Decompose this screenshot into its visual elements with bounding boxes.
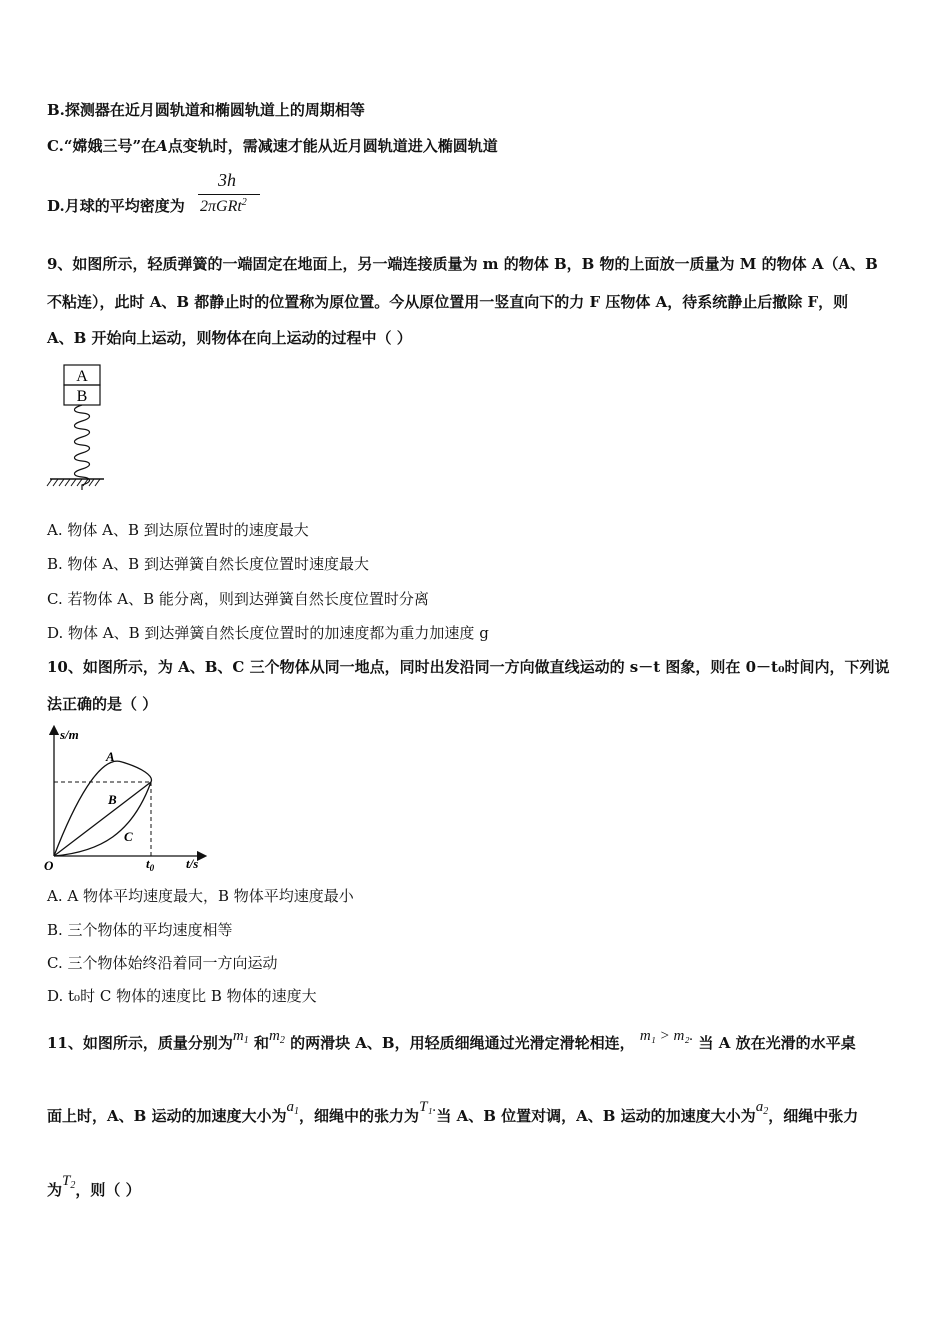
q9-option-b: B. 物体 A、B 到达弹簧自然长度位置时速度最大	[47, 555, 369, 573]
y-axis-label: s/m	[60, 727, 79, 742]
q11-stem-line2: 面上时，A、B 运动的加速度大小为$a_1$，细绳中的张力为T₁.当 A、B 位置对调，A、B 运动的加速度大小为$a_2$，细绳中张力	[47, 1099, 859, 1125]
q9-option-c: C. 若物体 A、B 能分离，则到达弹簧自然长度位置时分离	[47, 590, 429, 608]
ground-hatch-icon	[47, 479, 100, 486]
q9-stem-line3: A、B 开始向上运动，则物体在向上运动的过程中（ ）	[47, 329, 412, 347]
s-t-graph	[40, 724, 220, 876]
mass-inequality: m₁ > m₂.	[639, 1028, 694, 1044]
x-axis-label: t/s	[186, 856, 199, 871]
line-b	[54, 782, 151, 856]
m2-symbol: $m_2$	[268, 1028, 285, 1046]
block-b-label: B	[76, 388, 88, 405]
q8-option-c: C.“嫦娥三号”在A点变轨时，需减速才能从近月圆轨道进入椭圆轨道	[47, 137, 498, 155]
m1-symbol: $m_1$	[232, 1028, 249, 1046]
a2-symbol: $a_2$	[755, 1099, 769, 1117]
q10-option-b: B. 三个物体的平均速度相等	[47, 921, 233, 939]
q8-option-d: D.月球的平均密度为	[47, 197, 185, 215]
a1-symbol: $a_1$	[286, 1099, 300, 1117]
q8-option-b: B.探测器在近月圆轨道和椭圆轨道上的周期相等	[47, 101, 365, 119]
T2-symbol: $T_2$	[62, 1173, 76, 1191]
curve-c-label: C	[124, 829, 133, 844]
q9-option-a: A. 物体 A、B 到达原位置时的速度最大	[47, 521, 309, 539]
t0-label: $t_0$	[146, 856, 155, 873]
q9-option-d: D. 物体 A、B 到达弹簧自然长度位置时的加速度都为重力加速度 g	[47, 624, 489, 642]
curve-a	[54, 761, 151, 856]
spring-blocks-figure	[44, 362, 114, 490]
q10-option-c: C. 三个物体始终沿着同一方向运动	[47, 954, 278, 972]
q10-stem-line1: 10、如图所示，为 A、B、C 三个物体从同一地点，同时出发沿同一方向做直线运动的 s－t 图象，则在 0－t₀时间内，下列说	[47, 658, 890, 676]
q11-stem-line3: 为$T_2$，则（ ）	[47, 1173, 141, 1199]
line-b-label: B	[108, 792, 117, 807]
spring-icon	[75, 405, 90, 490]
q9-stem-line2: 不粘连），此时 A、B 都静止时的位置称为原位置。今从原位置用一竖直向下的力 F 压物体 A，待系统静止后撤除 F，则	[47, 293, 849, 311]
T1-symbol: T₁.	[419, 1099, 437, 1115]
q10-option-a: A. A 物体平均速度最大，B 物体平均速度最小	[47, 887, 354, 905]
curve-a-label: A	[106, 749, 115, 764]
fraction-bar	[198, 194, 260, 195]
q10-stem-line2: 法正确的是（ ）	[47, 695, 158, 713]
q9-stem-line1: 9、如图所示，轻质弹簧的一端固定在地面上，另一端连接质量为 m 的物体 B，B 物的上面放一质量为 M 的物体 A（A、B	[47, 255, 878, 273]
block-a-label: A	[76, 368, 88, 385]
q10-option-d: D. t₀时 C 物体的速度比 B 物体的速度大	[47, 987, 317, 1005]
density-denominator: 2πGRt$^2$	[200, 197, 247, 215]
origin-label: O	[44, 858, 54, 873]
density-numerator: 3h	[218, 170, 236, 190]
q11-stem-line1: 11、如图所示，质量分别为$m_1$ 和$m_2$ 的两滑块 A、B，用轻质细绳通过光滑定滑轮相连， m₁ > m₂. 当 A 放在光滑的水平桌	[47, 1028, 856, 1052]
